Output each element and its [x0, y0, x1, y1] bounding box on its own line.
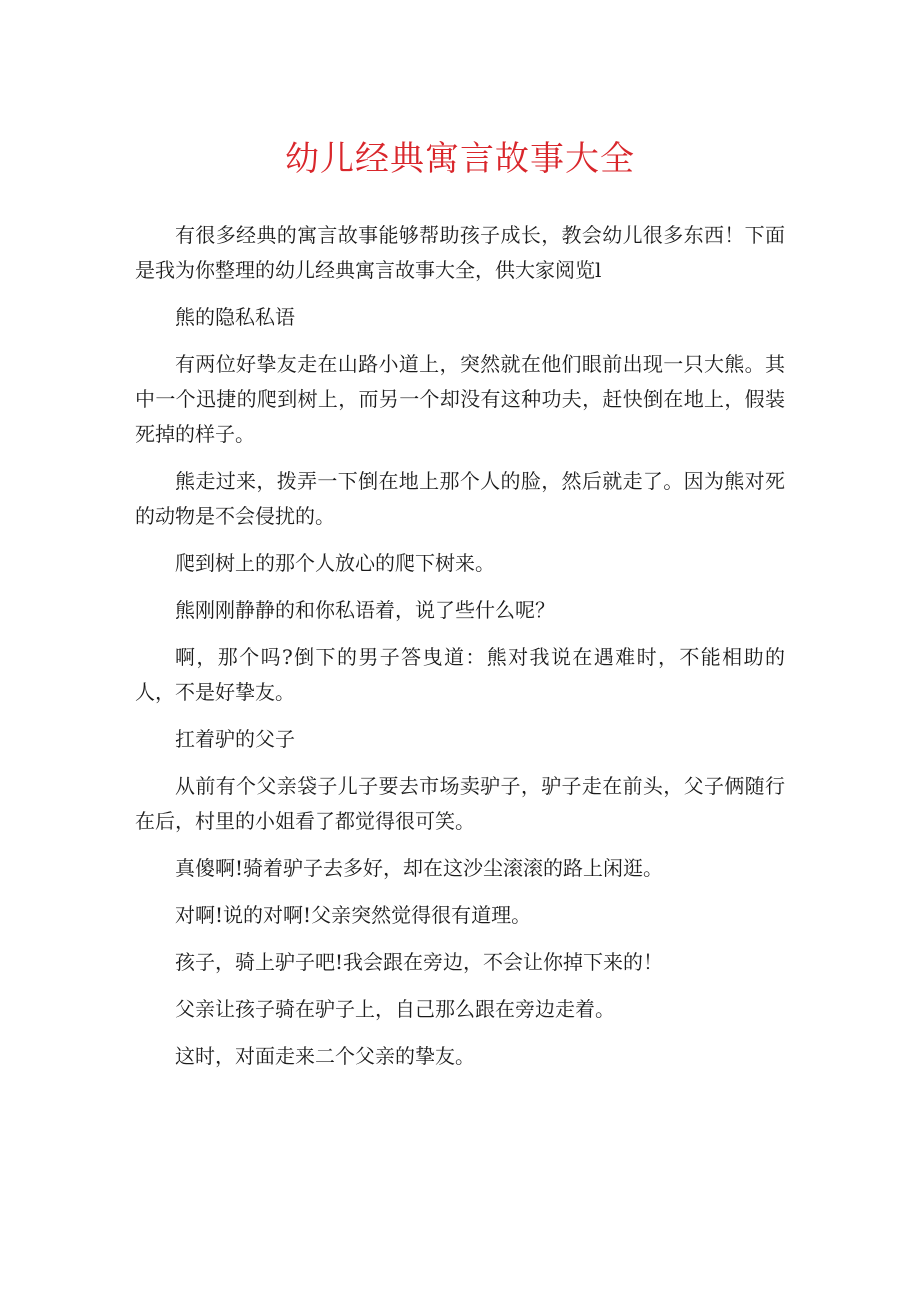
story-paragraph: 熊刚刚静静的和你私语着，说了些什么呢？: [175, 598, 555, 622]
story-title-donkey: 扛着驴的父子: [175, 727, 295, 751]
story-paragraph: 这时，对面走来二个父亲的挚友。: [175, 1044, 475, 1068]
story-paragraph: 孩子，骑上驴子吧!我会跟在旁边，不会让你掉下来的！: [175, 950, 664, 974]
intro-paragraph: 有很多经典的寓言故事能够帮助孩子成长，教会幼儿很多东西！下面是我为你整理的幼儿经典寓言故事大全，供大家阅览l: [135, 223, 785, 282]
document-title: 幼儿经典寓言故事大全: [285, 139, 635, 179]
story-paragraph: 熊走过来，拨弄一下倒在地上那个人的脸，然后就走了。因为熊对死的动物是不会侵扰的。: [135, 469, 785, 528]
document-body: [135, 218, 785, 1086]
story-paragraph: 爬到树上的那个人放心的爬下树来。: [175, 551, 495, 575]
story-title-bear: 熊的隐私私语: [175, 305, 295, 329]
story-paragraph: 对啊!说的对啊!父亲突然觉得很有道理。: [175, 903, 532, 927]
story-paragraph: 真傻啊!骑着驴子去多好，却在这沙尘滚滚的路上闲逛。: [175, 856, 664, 880]
story-paragraph: 从前有个父亲袋子儿子要去市场卖驴子，驴子走在前头，父子俩随行在后，村里的小姐看了都觉得很可笑。: [135, 774, 785, 833]
story-paragraph: 父亲让孩子骑在驴子上，自己那么跟在旁边走着。: [175, 997, 615, 1021]
story-paragraph: 啊，那个吗?倒下的男子答曳道：熊对我说在遇难时，不能相助的人，不是好挚友。: [135, 645, 785, 704]
story-paragraph: 有两位好挚友走在山路小道上，突然就在他们眼前出现一只大熊。其中一个迅捷的爬到树上，而另一个却没有这种功夫，赶快倒在地上，假装死掉的样子。: [135, 352, 785, 446]
